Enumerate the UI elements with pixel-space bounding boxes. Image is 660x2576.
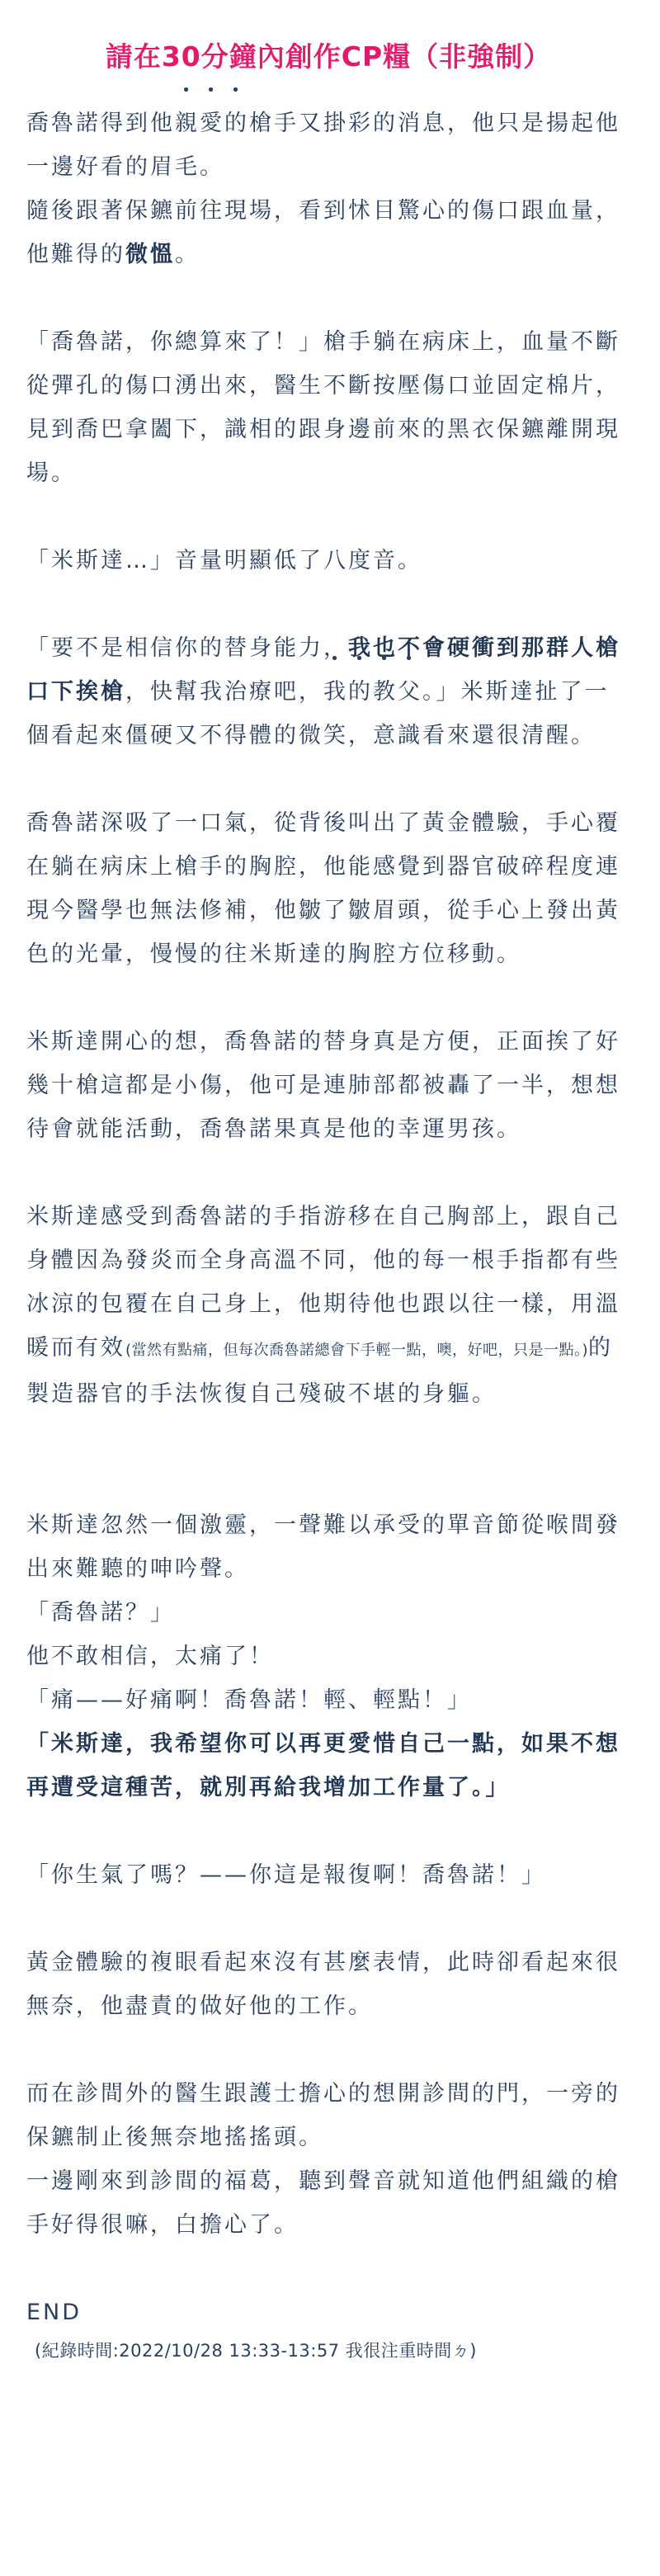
record-time: (紀錄時間:2022/10/28 13:33-13:57 我很注重時間ㄉ) [35,2341,477,2361]
page-title: 請在30分鐘內創作CP糧（非強制） [105,40,552,73]
emphasis-dot: 教 [373,679,398,705]
aside-text: (當然有點痛，但每次喬魯諾總會下手輕一點，噢，好吧，只是一點。) [125,1342,589,1359]
paragraph-4: 「要不是相信你的替身能力，我也不會硬衝到那群人槍口下挨槍，快幫我治療吧，我的教父。」米斯達扯了一個看起來僵硬又不得體的微笑，意識看來還很清醒。 [26,635,620,748]
paragraph-9: 「喬魯諾？」 [26,1600,175,1625]
paragraph-5: 喬魯諾深吸了一口氣，從背後叫出了黃金體驗，手心覆在躺在病床上槍手的胸腔，他能感覺到器官破碎程度連現今醫學也無法修補，他皺了皺眉頭，從手心上發出黃色的光暈，慢慢的往米斯達的胸腔方位移動。 [26,810,620,967]
paragraph-7: 米斯達感受到喬魯諾的手指游移在自己胸部上，跟自己身體因為發炎而全身高溫不同，他的每一根手指都有些冰涼的包覆在自己身上，他期待他也跟以往一樣，用溫暖而有效(當然有點痛，但每次喬魯諾總會下手輕一點，噢，好吧，只是一點。)的製造器官的手法恢復自己殘破不堪的身軀。 [26,1204,620,1407]
paragraph-3: 「米斯達…」音量明顯低了八度音。 [26,548,422,573]
emphasis-dot: 愛 [200,111,224,136]
paragraph-13: 「你生氣了嗎？——你這是報復啊！喬魯諾！」 [26,1862,546,1888]
paragraph-8: 米斯達忽然一個激靈，一聲難以承受的單音節從喉間發出來難聽的呻吟聲。 [26,1512,620,1582]
paragraph-12: 「米斯達，我希望你可以再更愛惜自己一點，如果不想再遭受這種苦，就別再給我增加工作量了。」 [26,1731,620,1800]
paragraph-16: 一邊剛來到診間的福葛，聽到聲音就知道他們組織的槍手好得很嘛，白擔心了。 [26,2168,620,2238]
bold-text: 微慍 [125,242,175,267]
emphasis-dot: 的 [348,679,373,705]
end-marker: END [26,2300,82,2325]
emphasis-dot: 的 [224,111,249,136]
paragraph-14: 黃金體驗的複眼看起來沒有甚麼表情，此時卻看起來很無奈，他盡責的做好他的工作。 [26,1950,620,2019]
emphasis-dot: 親 [175,111,200,136]
paragraph-6: 米斯達開心的想，喬魯諾的替身真是方便，正面挨了好幾十槍這都是小傷，他可是連肺部都被轟了一半，想想待會就能活動，喬魯諾果真是他的幸運男孩。 [26,1029,620,1142]
paragraph-10: 他不敢相信，太痛了！ [26,1644,274,1669]
paragraph-11: 「痛——好痛啊！喬魯諾！輕、輕點！」 [26,1687,472,1713]
emphasis-dot: 父 [398,679,422,705]
bold-text: 我也不會硬衝到那群人槍口下挨槍 [26,635,620,705]
paragraph-2: 「喬魯諾，你總算來了！」槍手躺在病床上，血量不斷從彈孔的傷口湧出來，醫生不斷按壓傷口並固定棉片，見到喬巴拿闔下，識相的跟身邊前來的黑衣保鑣離開現場。 [26,329,620,486]
story-body [26,101,630,2291]
paragraph-1: 喬魯諾得到他親愛的槍手又掛彩的消息，他只是揚起他一邊好看的眉毛。 隨後跟著保鑣前往現場，看到怵目驚心的傷口跟血量，他難得的微慍。 [26,101,630,276]
emphasis-dot: 我 [323,679,348,705]
paragraph-15: 而在診間外的醫生跟護士擔心的想開診間的門，一旁的保鑣制止後無奈地搖搖頭。 [26,2081,620,2150]
